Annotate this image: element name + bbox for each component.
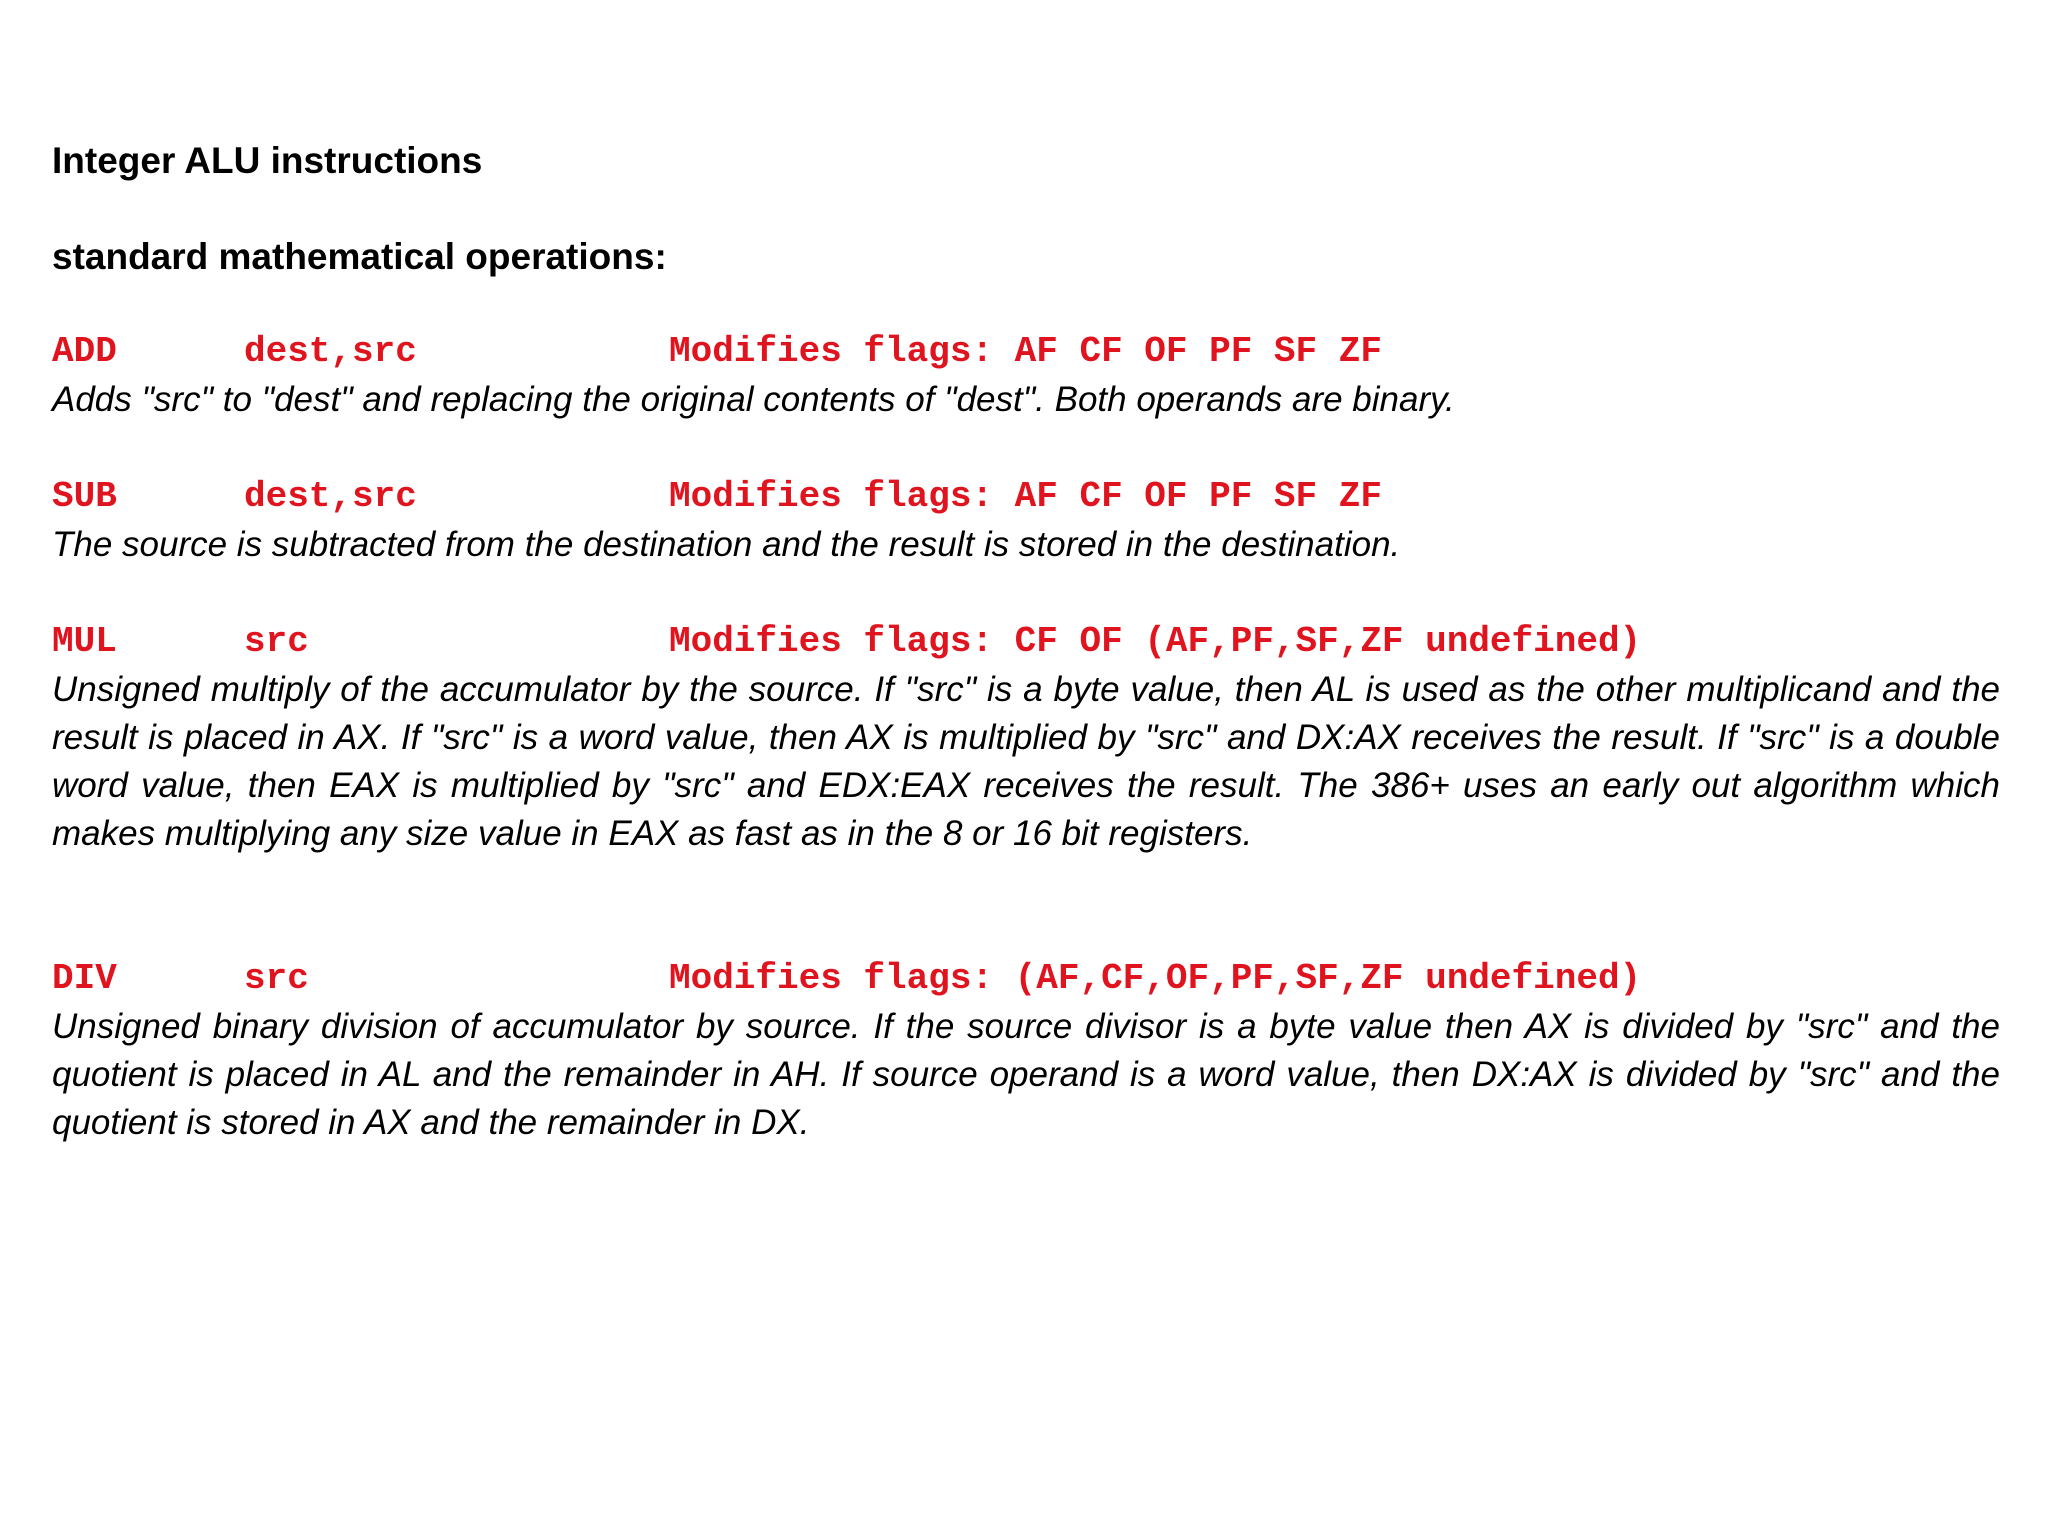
flags-info: Modifies flags: (AF,CF,OF,PF,SF,ZF undefined) (669, 958, 1642, 999)
mnemonic: ADD (52, 331, 117, 372)
instruction-description: Adds "src" to "dest" and replacing the original contents of "dest". Both operands are binary. (52, 380, 1455, 419)
operands: dest,src (244, 476, 417, 517)
page-title: Integer ALU instructions (52, 140, 483, 181)
instruction-signature (52, 618, 2002, 666)
flags-info: Modifies flags: CF OF (AF,PF,SF,ZF undefined) (669, 621, 1642, 662)
instruction-add (52, 328, 2002, 424)
instruction-description: Unsigned multiply of the accumulator by the source. If "src" is a byte value, then AL is used as the other multiplicand and the result is placed in AX. If "src" is a word value, then AX is multiplied by "src" and DX:AX receives the result. If "src" is a double word value, then EAX is multiplied by "src" and EDX:EAX receives the result. The 386+ uses an early out algorithm which makes multiplying any size value in EAX as fast as in the 8 or 16 bit registers. (52, 670, 2000, 853)
operands: src (244, 958, 309, 999)
mnemonic: DIV (52, 958, 117, 999)
operands: src (244, 621, 309, 662)
section-subtitle: standard mathematical operations: (52, 236, 667, 277)
mnemonic: MUL (52, 621, 117, 662)
mnemonic: SUB (52, 476, 117, 517)
flags-info: Modifies flags: AF CF OF PF SF ZF (669, 476, 1382, 517)
instruction-sub (52, 473, 2002, 569)
instruction-signature (52, 473, 2002, 521)
operands: dest,src (244, 331, 417, 372)
instruction-div (52, 955, 2002, 1147)
flags-info: Modifies flags: AF CF OF PF SF ZF (669, 331, 1382, 372)
instruction-mul (52, 618, 2002, 858)
instruction-signature (52, 955, 2002, 1003)
instruction-description: The source is subtracted from the destination and the result is stored in the destination. (52, 525, 1401, 564)
instruction-description: Unsigned binary division of accumulator by source. If the source divisor is a byte value then AX is divided by "src" and the quotient is placed in AL and the remainder in AH. If source operand is a word value, then DX:AX is divided by "src" and the quotient is stored in AX and the remainder in DX. (52, 1007, 2000, 1142)
instruction-signature (52, 328, 2002, 376)
